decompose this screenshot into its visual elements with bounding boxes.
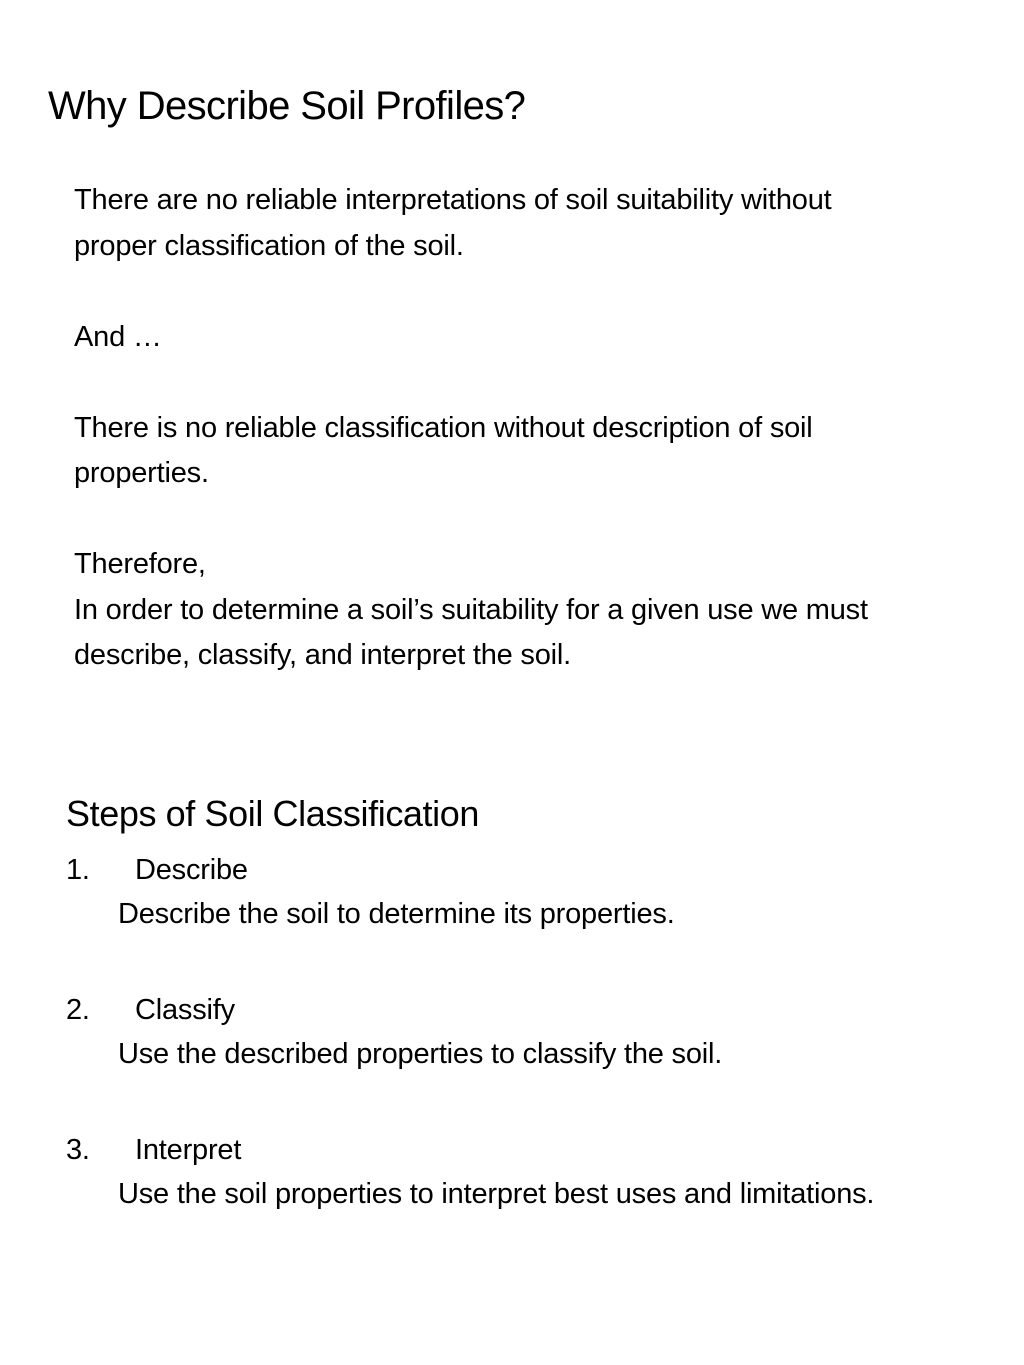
paragraph-gap [74, 497, 874, 543]
step-item-interpret [66, 1130, 906, 1212]
step-number: 2. [66, 994, 90, 1026]
step-description: Describe the soil to determine its properties. [118, 898, 675, 930]
intro-paragraph-5: In order to determine a soil’s suitability for a given use we must describe, classify, and interpret the soil. [74, 593, 868, 671]
step-head [66, 990, 906, 1030]
step-head [66, 850, 906, 890]
steps-heading: Steps of Soil Classification [66, 793, 479, 834]
step-description: Use the soil properties to interpret best uses and limitations. [118, 1178, 875, 1210]
paragraph-gap [74, 269, 874, 315]
intro-paragraph-1: There are no reliable interpretations of soil suitability without proper classification of the soil. [74, 184, 832, 262]
step-number: 3. [66, 1134, 90, 1166]
step-item-describe [66, 850, 906, 932]
step-number: 1. [66, 854, 90, 886]
page-title: Why Describe Soil Profiles? [48, 84, 526, 128]
intro-paragraph-4: Therefore, [74, 548, 206, 580]
step-description: Use the described properties to classify the soil. [118, 1038, 723, 1070]
step-item-classify [66, 990, 906, 1072]
intro-paragraph-2: And … [74, 320, 162, 353]
intro-text [74, 178, 874, 679]
intro-paragraph-3: There is no reliable classification without description of soil properties. [74, 411, 813, 489]
step-head [66, 1130, 906, 1170]
paragraph-gap [74, 360, 874, 406]
step-label: Classify [135, 994, 235, 1026]
step-label: Interpret [135, 1134, 242, 1166]
step-label: Describe [135, 854, 248, 886]
